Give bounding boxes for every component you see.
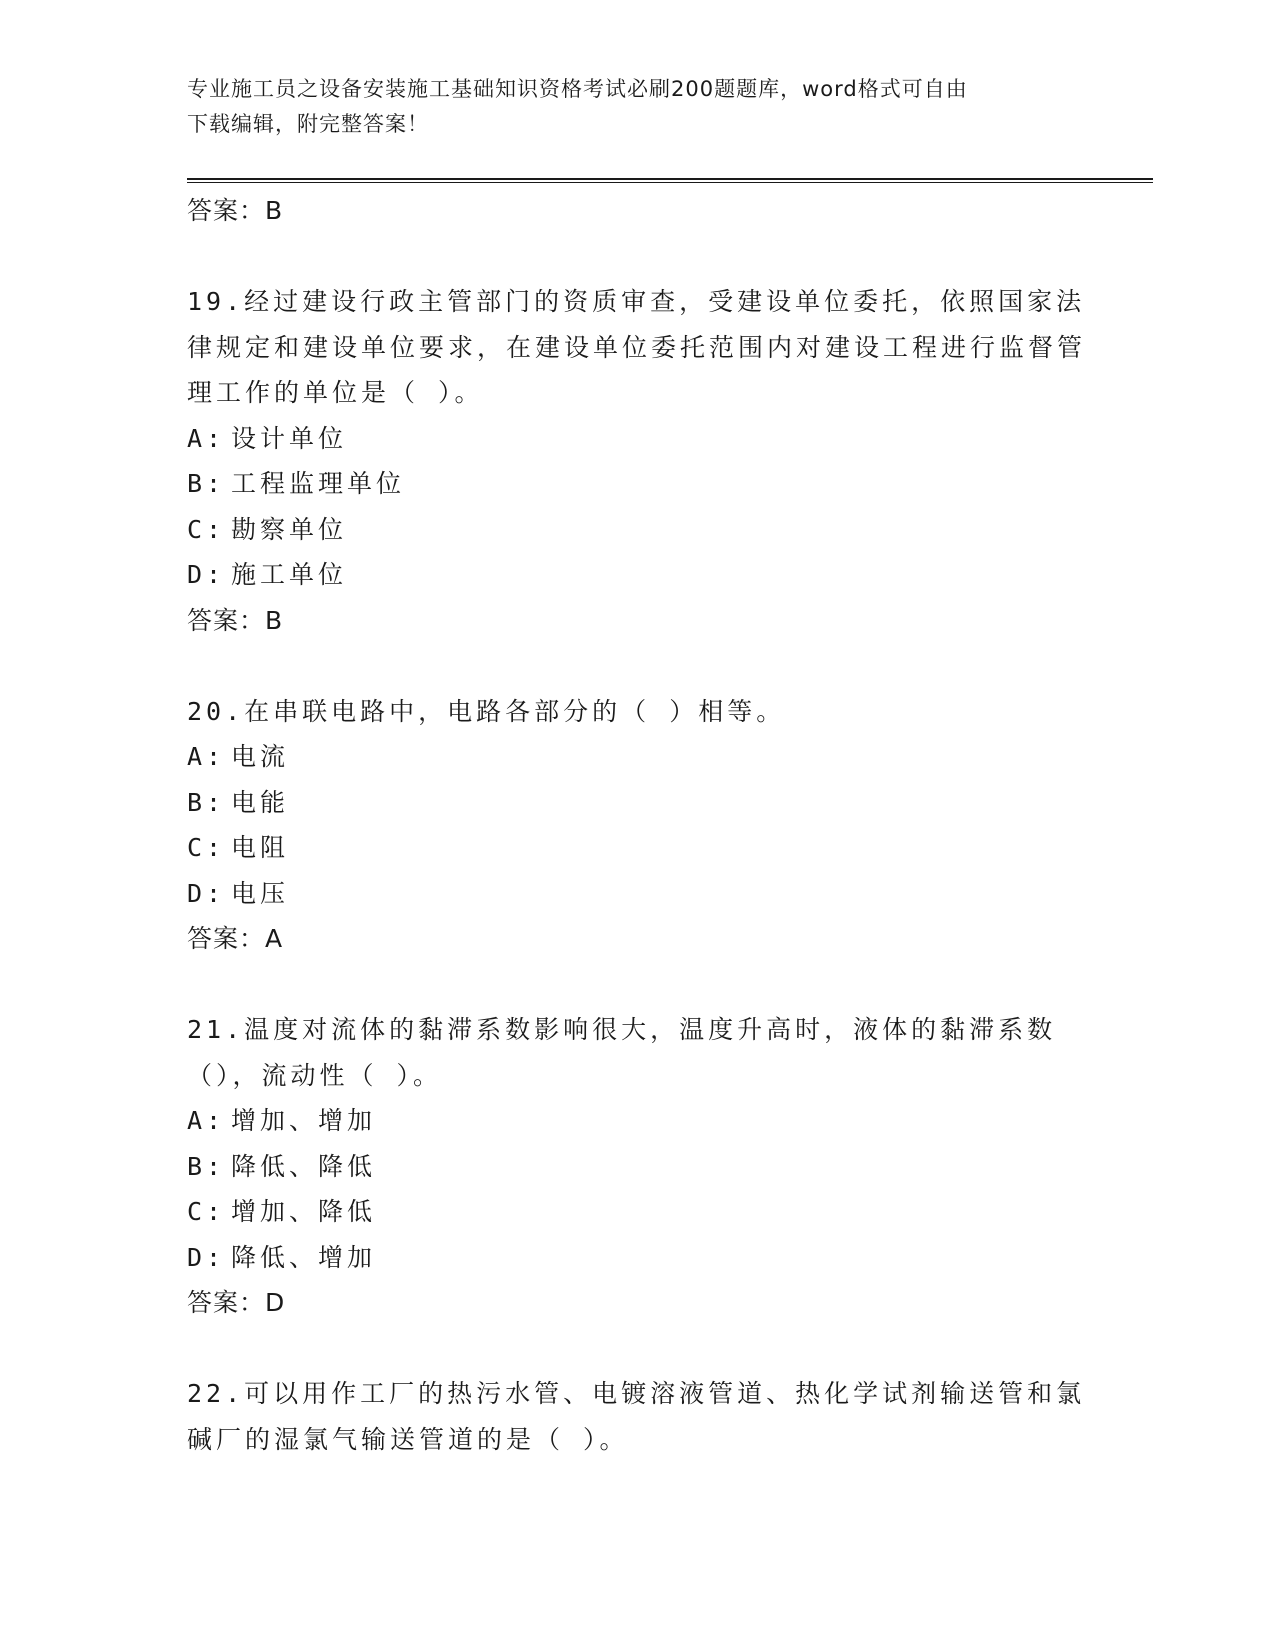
question-21 (187, 1007, 1087, 1326)
option-text: 电压 (231, 878, 290, 908)
previous-answer: 答案：B (187, 196, 284, 225)
option-key: A: (187, 742, 226, 771)
option-text: 电阻 (231, 833, 290, 862)
option-key: C: (187, 514, 226, 544)
option-text: 工程监理单位 (231, 469, 406, 498)
option-a (187, 1098, 1087, 1144)
option-key: D: (187, 560, 226, 589)
option-key: A: (187, 1106, 226, 1135)
option-text: 降低、增加 (231, 1242, 377, 1272)
option-text: 勘察单位 (231, 514, 348, 544)
answer-label: 答案：D (187, 1288, 286, 1317)
header-line-2: 下载编辑，附完整答案！ (187, 112, 429, 136)
option-key: B: (187, 787, 226, 817)
option-text: 降低、降低 (231, 1151, 377, 1181)
question-stem: 20.在串联电路中，电路各部分的（ ）相等。 (187, 696, 786, 726)
option-key: B: (187, 469, 226, 498)
answer-label: 答案：B (187, 605, 284, 635)
option-text: 电能 (231, 787, 290, 817)
option-key: D: (187, 878, 226, 908)
option-d (187, 552, 1087, 598)
option-key: D: (187, 1242, 226, 1272)
question-list (187, 188, 1087, 1462)
answer-label: 答案：A (187, 924, 284, 953)
option-a (187, 734, 1087, 780)
option-c (187, 507, 1087, 553)
option-b (187, 780, 1087, 826)
option-a (187, 416, 1087, 462)
option-text: 增加、增加 (231, 1106, 377, 1135)
question-20 (187, 689, 1087, 963)
page-header (187, 72, 1087, 142)
header-line-1: 专业施工员之设备安装施工基础知识资格考试必刷200题题库，word格式可自由 (187, 77, 968, 101)
option-text: 电流 (231, 742, 290, 771)
option-c (187, 1189, 1087, 1235)
option-key: B: (187, 1151, 226, 1181)
option-d (187, 871, 1087, 917)
option-text: 增加、降低 (231, 1197, 377, 1226)
option-b (187, 1144, 1087, 1190)
option-c (187, 825, 1087, 871)
question-stem: 19.经过建设行政主管部门的资质审查，受建设单位委托，依照国家法律规定和建设单位要求，在建设单位委托范围内对建设工程进行监督管理工作的单位是（ ）。 (187, 287, 1087, 407)
option-b (187, 461, 1087, 507)
option-text: 施工单位 (231, 560, 348, 589)
question-stem: 22.可以用作工厂的热污水管、电镀溶液管道、热化学试剂输送管和氯碱厂的湿氯气输送管道的是（ ）。 (187, 1379, 1086, 1454)
option-key: C: (187, 833, 226, 862)
option-d (187, 1235, 1087, 1281)
option-key: C: (187, 1197, 226, 1226)
option-key: A: (187, 423, 226, 453)
option-text: 设计单位 (231, 423, 348, 453)
header-divider (187, 178, 1153, 183)
question-19 (187, 279, 1087, 644)
question-22 (187, 1371, 1087, 1462)
question-stem: 21.温度对流体的黏滞系数影响很大，温度升高时，液体的黏滞系数（），流动性（ ）。 (187, 1015, 1057, 1090)
